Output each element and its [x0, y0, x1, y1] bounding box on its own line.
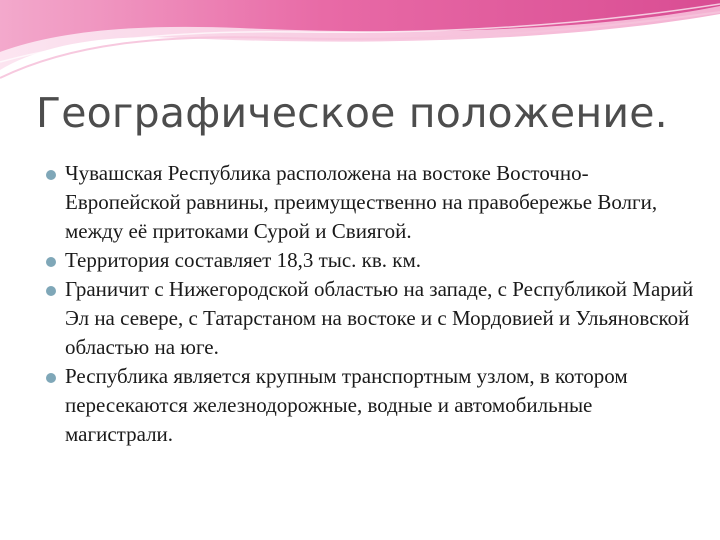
bullet-text: Территория составляет 18,3 тыс. кв. км.	[65, 248, 422, 272]
bullet-item-area	[44, 246, 694, 275]
bullet-text: Республика является крупным транспортным узлом, в котором пересекаются железнодорожные, водные и автомобильные магистрали.	[65, 364, 628, 446]
slide-title: Географическое положение.	[36, 89, 668, 137]
bullet-list	[44, 159, 694, 449]
bullet-item-borders	[44, 275, 694, 362]
bullet-item-location	[44, 159, 694, 246]
bullet-dot-icon	[46, 257, 56, 267]
bullet-dot-icon	[46, 373, 56, 383]
bullet-text: Чувашская Республика расположена на востоке Восточно-Европейской равнины, преимущественно на правобережье Волги, между её притоками Сурой и Свиягой.	[65, 161, 658, 243]
bullet-dot-icon	[46, 286, 56, 296]
bullet-dot-icon	[46, 170, 56, 180]
header-wave-decoration	[0, 0, 720, 90]
bullet-item-transport	[44, 362, 694, 449]
bullet-text: Граничит с Нижегородской областью на западе, с Республикой Марий Эл на севере, с Татарстаном на востоке и с Мордовией и Ульяновской областью на юге.	[65, 277, 694, 359]
